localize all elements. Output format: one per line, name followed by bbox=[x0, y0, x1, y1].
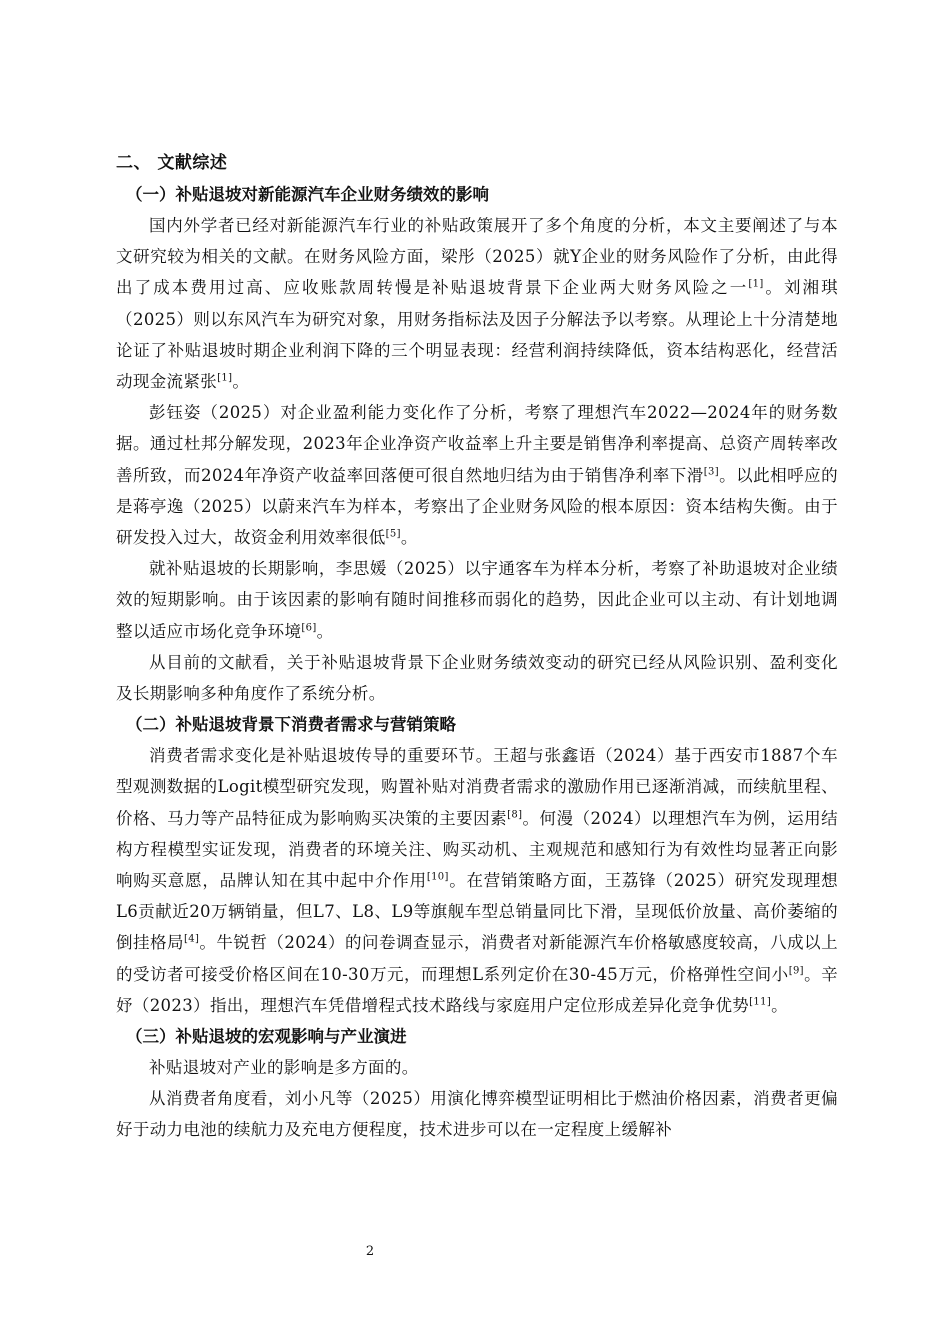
citation: [1] bbox=[217, 372, 233, 384]
paragraph-7: 从消费者角度看，刘小凡等（2025）用演化博弈模型证明相比于燃油价格因素，消费者更偏好于动力电池的续航力及充电方便程度，技术进步可以在一定程度上缓解补 bbox=[116, 1089, 838, 1140]
citation: [5] bbox=[385, 528, 401, 540]
citation: [3] bbox=[703, 466, 719, 478]
citation: [8] bbox=[507, 809, 523, 821]
subsection-heading-3: （三）补贴退坡的宏观影响与产业演进 bbox=[126, 1027, 407, 1047]
citation: [10] bbox=[426, 871, 449, 883]
paragraph-1: 国内外学者已经对新能源汽车行业的补贴政策展开了多个角度的分析，本文主要阐述了与本文研究较为相关的文献。在财务风险方面，梁彤（2025）就Y企业的财务风险作了分析，由此得出了成本费用过高、应收账款周转慢是补贴退坡背景下企业两大财务风险之一[1]。刘湘琪（2025）则以东风汽车为研究对象，用财务指标法及因子分解法予以考察。从理论上十分清楚地论证了补贴退坡时期企业利润下降的三个明显表现：经营利润持续降低，资本结构恶化，经营活动现金流紧张[1]。 bbox=[116, 216, 838, 392]
citation: [6] bbox=[301, 622, 317, 634]
paragraph-3: 就补贴退坡的长期影响，李思媛（2025）以宇通客车为样本分析，考察了补助退坡对企业绩效的短期影响。由于该因素的影响有随时间推移而弱化的趋势，因此企业可以主动、有计划地调整以适应市场化竞争环境[6]。 bbox=[116, 559, 838, 641]
paragraph-4: 从目前的文献看，关于补贴退坡背景下企业财务绩效变动的研究已经从风险识别、盈利变化及长期影响多种角度作了系统分析。 bbox=[116, 652, 838, 704]
paragraph-5: 消费者需求变化是补贴退坡传导的重要环节。王超与张鑫语（2024）基于西安市1887个车型观测数据的Logit模型研究发现，购置补贴对消费者需求的激励作用已逐渐消减，而续航里程、价格、马力等产品特征成为影响购买决策的主要因素[8]。何漫（2024）以理想汽车为例，运用结构方程模型实证发现，消费者的环境关注、购买动机、主观规范和感知行为有效性均显著正向影响购买意愿，品牌认知在其中起中介作用[10]。在营销策略方面，王荔锋（2025）研究发现理想L6贡献近20万辆销量，但L7、L8、L9等旗舰车型总销量同比下滑，呈现低价放量、高价萎缩的倒挂格局[4]。牛锐哲（2024）的问卷调查显示，消费者对新能源汽车价格敏感度较高，八成以上的受访者可接受价格区间在10-30万元，而理想L系列定价在30-45万元，价格弹性空间小[9]。辛妤（2023）指出，理想汽车凭借增程式技术路线与家庭用户定位形成差异化竞争优势[11]。 bbox=[116, 746, 838, 1015]
subsection-heading-1: （一）补贴退坡对新能源汽车企业财务绩效的影响 bbox=[126, 185, 489, 204]
subsection-heading-2: （二）补贴退坡背景下消费者需求与营销策略 bbox=[126, 715, 456, 735]
page-number: 2 bbox=[365, 1244, 375, 1259]
citation: [4] bbox=[184, 933, 200, 945]
page-content bbox=[116, 148, 838, 1146]
citation: [1] bbox=[748, 278, 764, 290]
paragraph-6: 补贴退坡对产业的影响是多方面的。 bbox=[149, 1058, 419, 1078]
citation: [11] bbox=[749, 996, 772, 1008]
citation: [9] bbox=[788, 965, 804, 977]
paragraph-2: 彭钰姿（2025）对企业盈利能力变化作了分析，考察了理想汽车2022—2024年的财务数据。通过杜邦分解发现，2023年企业净资产收益率上升主要是销售净利率提高、总资产周转率改善所致，而2024年净资产收益率回落便可很自然地归结为由于销售净利率下滑[3]。以此相呼应的是蒋亭逸（2025）以蔚来汽车为样本，考察出了企业财务风险的根本原因：资本结构失衡。由于研发投入过大，故资金利用效率很低[5]。 bbox=[116, 403, 838, 548]
section-heading: 二、 文献综述 bbox=[116, 153, 228, 173]
